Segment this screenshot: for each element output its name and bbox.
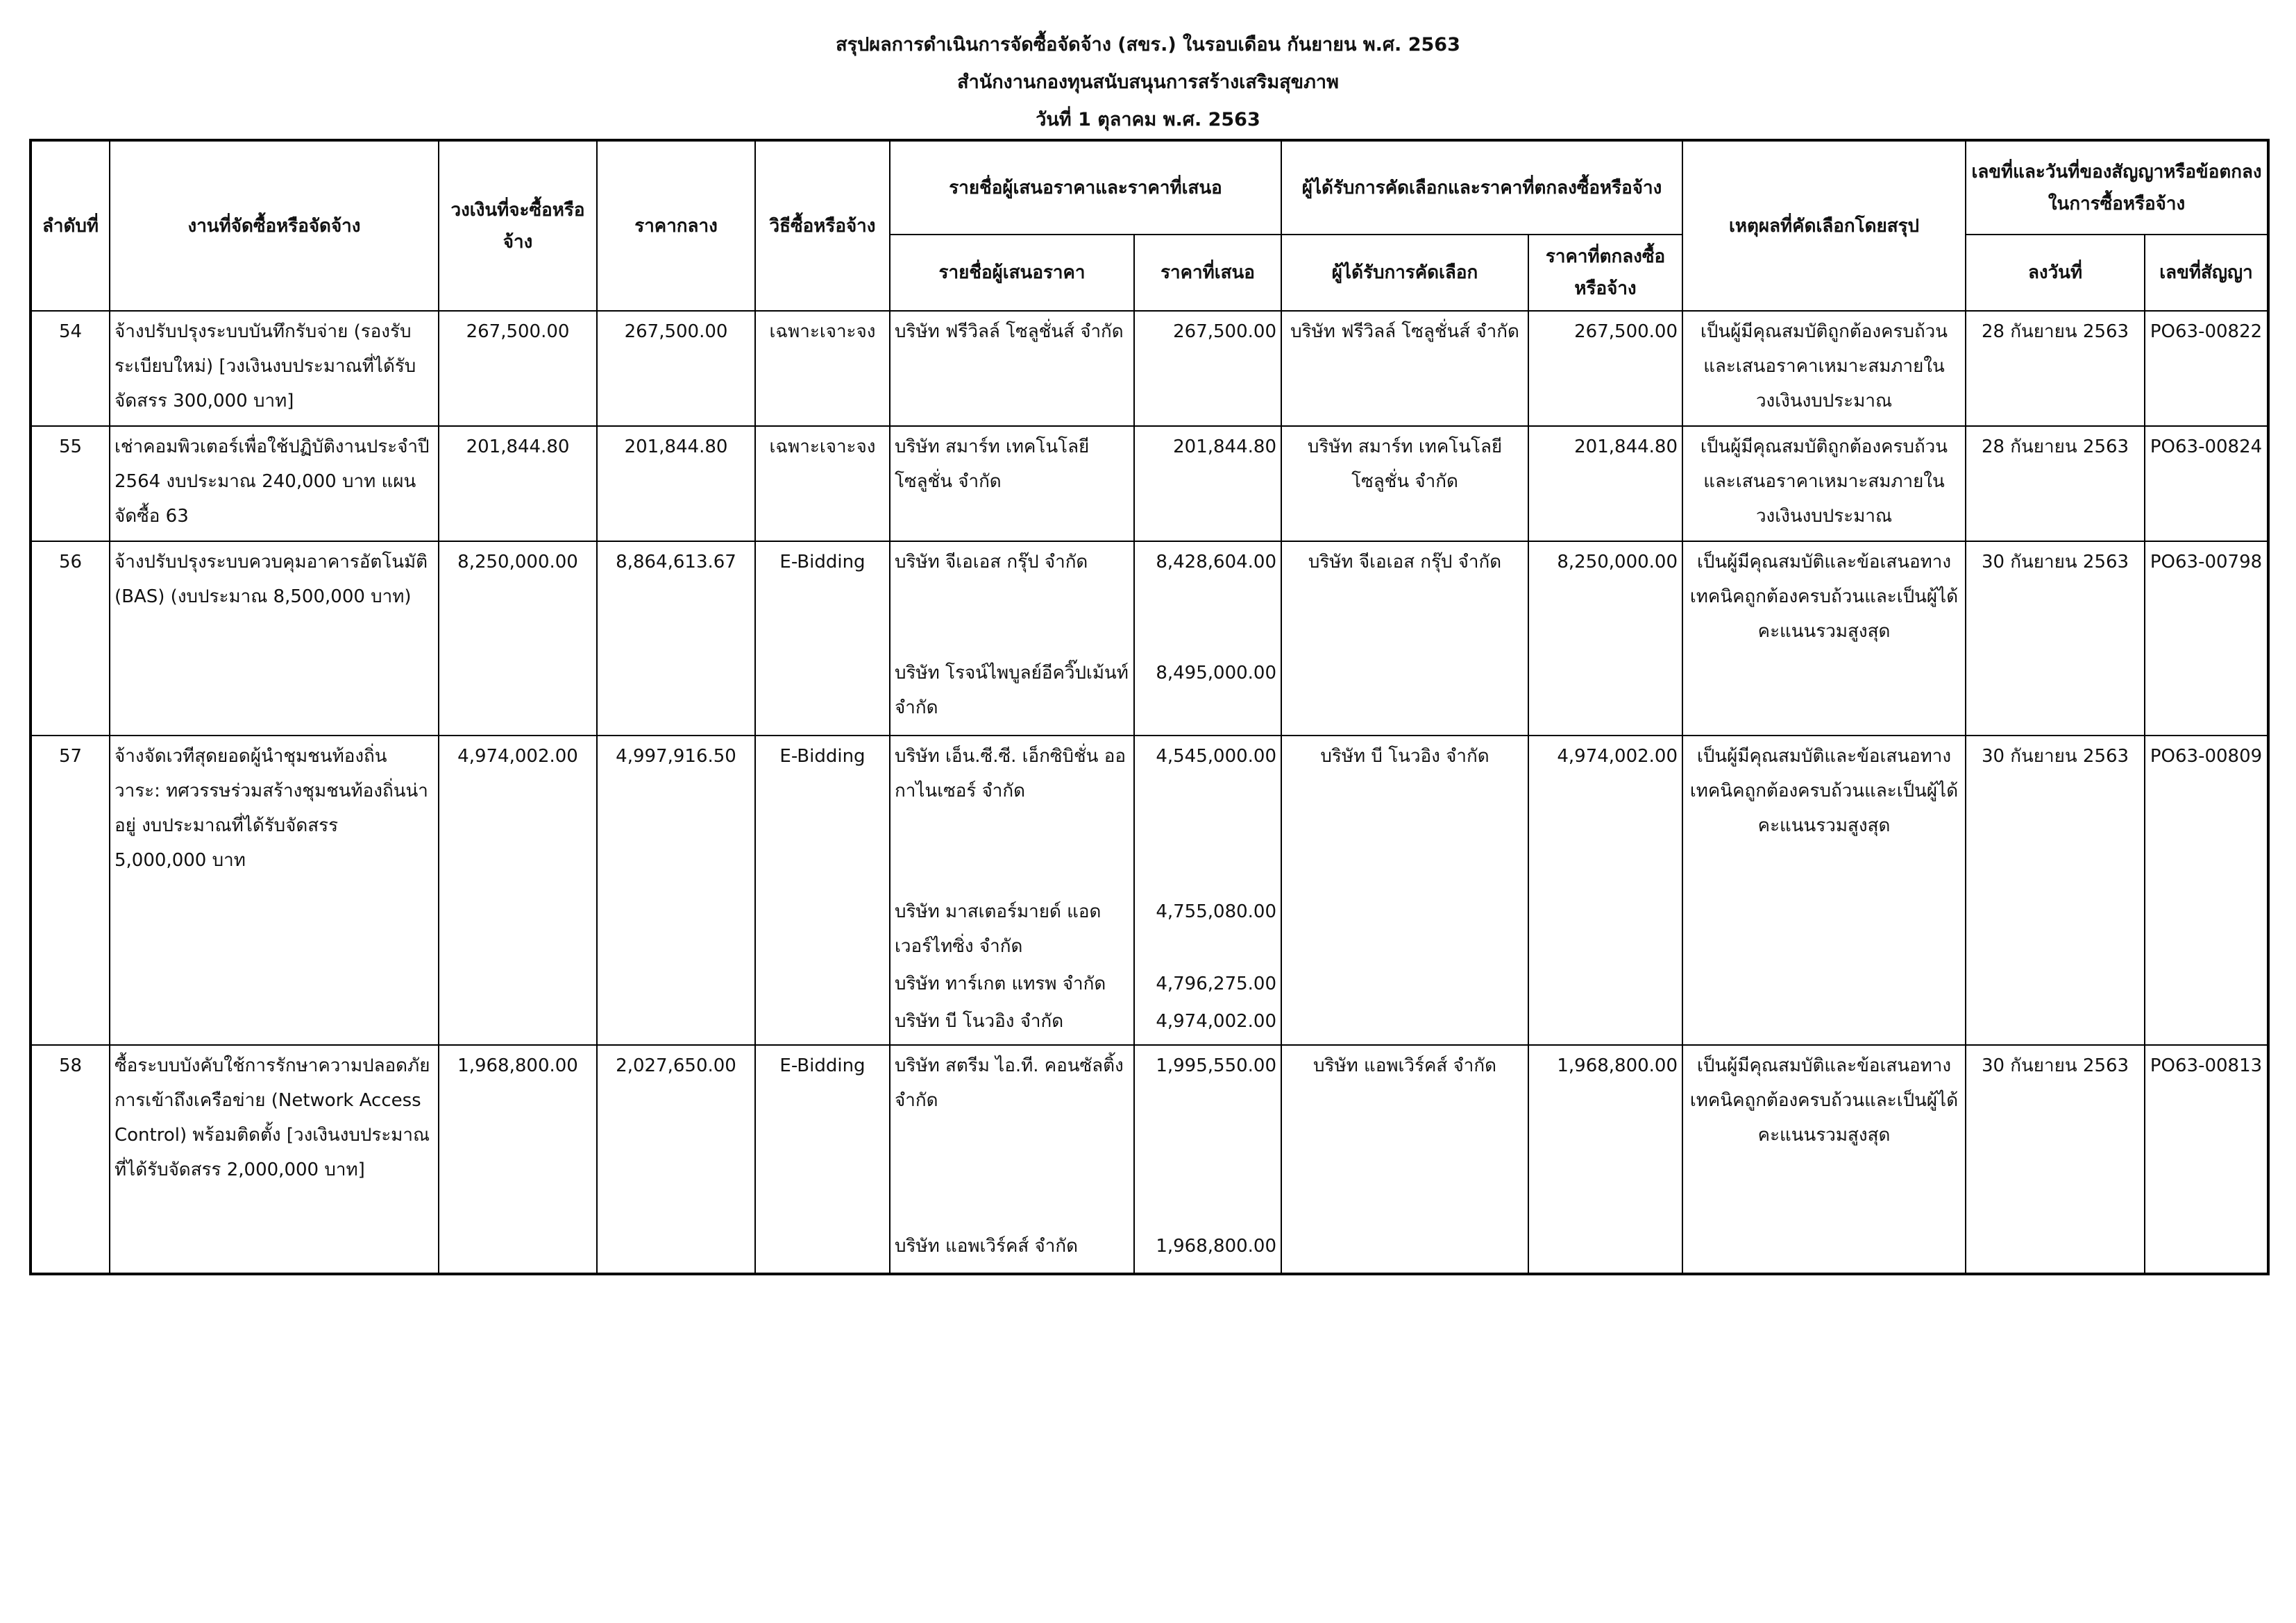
bid-price: 201,844.80: [1173, 436, 1276, 457]
budget-cell: 1,968,800.00: [439, 1045, 597, 1274]
reason-cell: เป็นผู้มีคุณสมบัติและข้อเสนอทางเทคนิคถูกต้องครบถ้วนและเป็นผู้ได้คะแนนรวมสูงสุด: [1682, 541, 1966, 736]
bid-price: 8,428,604.00: [1156, 552, 1276, 572]
median-price-cell: 4,997,916.50: [597, 736, 755, 1045]
header-bid-price: ราคาที่เสนอ: [1134, 235, 1281, 311]
agreed-price-cell: 1,968,800.00: [1528, 1045, 1682, 1274]
bidder-name: บริษัท แอพเวิร์คส์ จำกัด: [895, 1236, 1078, 1257]
agreed-price-cell: 8,250,000.00: [1528, 541, 1682, 736]
header-contract-date: ลงวันที่: [1966, 235, 2145, 311]
procurement-table: [29, 139, 2270, 1275]
work-cell: จ้างปรับปรุงระบบควบคุมอาคารอัตโนมัติ (BAS) (งบประมาณ 8,500,000 บาท): [110, 541, 439, 736]
bidder-name: บริษัท เอ็น.ซี.ซี. เอ็กซิบิชั่น ออกาไนเซอร์ จำกัด: [895, 746, 1126, 801]
table-row: [31, 736, 2268, 1045]
header-winner-group: ผู้ได้รับการคัดเลือกและราคาที่ตกลงซื้อหรือจ้าง: [1281, 140, 1682, 235]
header-bidders-group: รายชื่อผู้เสนอราคาและราคาที่เสนอ: [890, 140, 1281, 235]
header-winner-name: ผู้ได้รับการคัดเลือก: [1281, 235, 1528, 311]
agreed-price-cell: 201,844.80: [1528, 426, 1682, 541]
header-median-price: ราคากลาง: [597, 140, 755, 311]
reason-cell: เป็นผู้มีคุณสมบัติและข้อเสนอทางเทคนิคถูกต้องครบถ้วนและเป็นผู้ได้คะแนนรวมสูงสุด: [1682, 1045, 1966, 1274]
contract-no-cell: PO63-00813: [2145, 1045, 2268, 1274]
contract-no-cell: PO63-00798: [2145, 541, 2268, 736]
budget-cell: 267,500.00: [439, 311, 597, 426]
bid-price: 4,545,000.00: [1156, 746, 1276, 767]
bidder-name-cell: [890, 541, 1134, 736]
seq-cell: 58: [31, 1045, 110, 1274]
header-contract-group: เลขที่และวันที่ของสัญญาหรือข้อตกลงในการซื้อหรือจ้าง: [1966, 140, 2268, 235]
header-budget: วงเงินที่จะซื้อหรือจ้าง: [439, 140, 597, 311]
method-cell: เฉพาะเจาะจง: [755, 311, 890, 426]
bidder-name: บริษัท มาสเตอร์มายด์ แอดเวอร์ไทซิ่ง จำกัด: [895, 901, 1101, 957]
contract-date-cell: 30 กันยายน 2563: [1966, 736, 2145, 1045]
bid-price-cell: [1134, 1045, 1281, 1274]
header-seq: ลำดับที่: [31, 140, 110, 311]
agreed-price-cell: 4,974,002.00: [1528, 736, 1682, 1045]
method-cell: E-Bidding: [755, 541, 890, 736]
bid-price-cell: [1134, 736, 1281, 1045]
seq-cell: 55: [31, 426, 110, 541]
report-title: สรุปผลการดำเนินการจัดซื้อจัดจ้าง (สขร.) ในรอบเดือน กันยายน พ.ศ. 2563: [836, 34, 1460, 56]
contract-no-cell: PO63-00809: [2145, 736, 2268, 1045]
median-price-cell: 8,864,613.67: [597, 541, 755, 736]
bidder-name: บริษัท จีเอเอส กรุ๊ป จำกัด: [895, 552, 1088, 572]
organization-name: สำนักงานกองทุนสนับสนุนการสร้างเสริมสุขภาพ: [957, 71, 1339, 93]
winner-cell: บริษัท บี โนวอิง จำกัด: [1281, 736, 1528, 1045]
method-cell: E-Bidding: [755, 736, 890, 1045]
reason-cell: เป็นผู้มีคุณสมบัติถูกต้องครบถ้วนและเสนอราคาเหมาะสมภายในวงเงินงบประมาณ: [1682, 311, 1966, 426]
seq-cell: 54: [31, 311, 110, 426]
bid-price-cell: [1134, 426, 1281, 541]
table-row: [31, 426, 2268, 541]
bid-price: 1,968,800.00: [1156, 1236, 1276, 1257]
seq-cell: 57: [31, 736, 110, 1045]
bid-price: 4,974,002.00: [1156, 1011, 1276, 1032]
bidder-name: บริษัท ฟรีวิลล์ โซลูชั่นส์ จำกัด: [895, 321, 1124, 342]
median-price-cell: 201,844.80: [597, 426, 755, 541]
winner-cell: บริษัท สมาร์ท เทคโนโลยี โซลูชั่น จำกัด: [1281, 426, 1528, 541]
bid-price-cell: [1134, 541, 1281, 736]
header-agreed-price: ราคาที่ตกลงซื้อหรือจ้าง: [1528, 235, 1682, 311]
bidder-name: บริษัท บี โนวอิง จำกัด: [895, 1011, 1064, 1032]
reason-cell: เป็นผู้มีคุณสมบัติและข้อเสนอทางเทคนิคถูกต้องครบถ้วนและเป็นผู้ได้คะแนนรวมสูงสุด: [1682, 736, 1966, 1045]
work-cell: จ้างจัดเวทีสุดยอดผู้นำชุมชนท้องถิ่น วาระ: ทศวรรษร่วมสร้างชุมชนท้องถิ่นน่าอยู่ งบประมาณที่ได้รับจัดสรร 5,000,000 บาท: [110, 736, 439, 1045]
median-price-cell: 2,027,650.00: [597, 1045, 755, 1274]
bidder-name: บริษัท สตรีม ไอ.ที. คอนซัลติ้ง จำกัด: [895, 1055, 1124, 1111]
winner-cell: บริษัท ฟรีวิลล์ โซลูชั่นส์ จำกัด: [1281, 311, 1528, 426]
work-cell: เช่าคอมพิวเตอร์เพื่อใช้ปฏิบัติงานประจำปี 2564 งบประมาณ 240,000 บาท แผนจัดซื้อ 63: [110, 426, 439, 541]
header-reason: เหตุผลที่คัดเลือกโดยสรุป: [1682, 140, 1966, 311]
bid-price-cell: [1134, 311, 1281, 426]
bidder-name-cell: [890, 426, 1134, 541]
budget-cell: 8,250,000.00: [439, 541, 597, 736]
contract-date-cell: 28 กันยายน 2563: [1966, 426, 2145, 541]
bidder-name: บริษัท โรจน์ไพบูลย์อีควิ๊ปเม้นท์ จำกัด: [895, 663, 1129, 718]
seq-cell: 56: [31, 541, 110, 736]
bid-price: 8,495,000.00: [1156, 663, 1276, 683]
contract-date-cell: 30 กันยายน 2563: [1966, 541, 2145, 736]
bidder-name-cell: [890, 1045, 1134, 1274]
table-row: [31, 1045, 2268, 1274]
bid-price: 1,995,550.00: [1156, 1055, 1276, 1076]
budget-cell: 201,844.80: [439, 426, 597, 541]
work-cell: จ้างปรับปรุงระบบบันทึกรับจ่าย (รองรับระเบียบใหม่) [วงเงินงบประมาณที่ได้รับจัดสรร 300,000 บาท]: [110, 311, 439, 426]
table-row: [31, 311, 2268, 426]
median-price-cell: 267,500.00: [597, 311, 755, 426]
header-work: งานที่จัดซื้อหรือจัดจ้าง: [110, 140, 439, 311]
header-method: วิธีซื้อหรือจ้าง: [755, 140, 890, 311]
work-cell: ซื้อระบบบังคับใช้การรักษาความปลอดภัยการเข้าถึงเครือข่าย (Network Access Control) พร้อมติดตั้ง [วงเงินงบประมาณที่ได้รับจัดสรร 2,000,000 บาท]: [110, 1045, 439, 1274]
bid-price: 267,500.00: [1173, 321, 1276, 342]
winner-cell: บริษัท แอพเวิร์คส์ จำกัด: [1281, 1045, 1528, 1274]
table-row: [31, 541, 2268, 736]
header-contract-no: เลขที่สัญญา: [2145, 235, 2268, 311]
contract-no-cell: PO63-00824: [2145, 426, 2268, 541]
contract-date-cell: 28 กันยายน 2563: [1966, 311, 2145, 426]
contract-no-cell: PO63-00822: [2145, 311, 2268, 426]
contract-date-cell: 30 กันยายน 2563: [1966, 1045, 2145, 1274]
bidder-name: บริษัท ทาร์เกต แทรพ จำกัด: [895, 974, 1106, 994]
bidder-name-cell: [890, 311, 1134, 426]
header-bidder-name: รายชื่อผู้เสนอราคา: [890, 235, 1134, 311]
winner-cell: บริษัท จีเอเอส กรุ๊ป จำกัด: [1281, 541, 1528, 736]
budget-cell: 4,974,002.00: [439, 736, 597, 1045]
method-cell: E-Bidding: [755, 1045, 890, 1274]
method-cell: เฉพาะเจาะจง: [755, 426, 890, 541]
report-date: วันที่ 1 ตุลาคม พ.ศ. 2563: [1036, 109, 1260, 130]
reason-cell: เป็นผู้มีคุณสมบัติถูกต้องครบถ้วนและเสนอราคาเหมาะสมภายในวงเงินงบประมาณ: [1682, 426, 1966, 541]
bid-price: 4,755,080.00: [1156, 901, 1276, 922]
agreed-price-cell: 267,500.00: [1528, 311, 1682, 426]
bid-price: 4,796,275.00: [1156, 974, 1276, 994]
bidder-name-cell: [890, 736, 1134, 1045]
bidder-name: บริษัท สมาร์ท เทคโนโลยี โซลูชั่น จำกัด: [895, 436, 1090, 492]
